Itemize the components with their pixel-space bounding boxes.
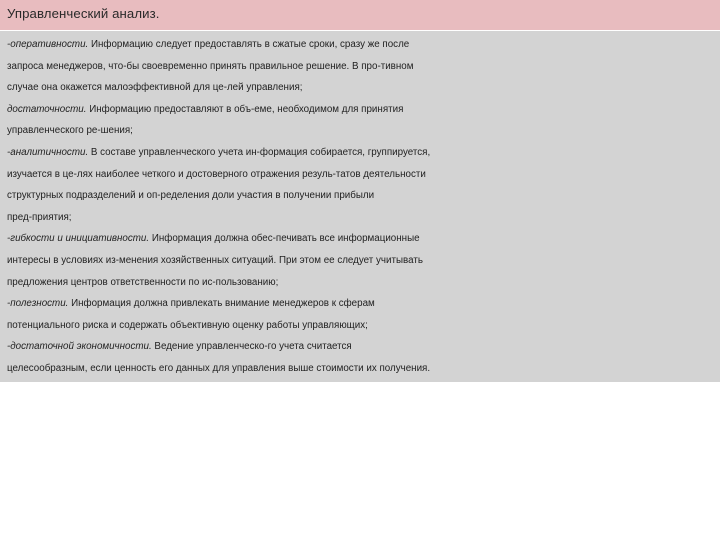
- line-text: интересы в условиях из-менения хозяйственных ситуаций. При этом ее следует учитывать: [7, 254, 423, 266]
- text-line: [7, 56, 714, 78]
- line-text: управленческого ре-шения;: [7, 125, 133, 137]
- slide-title: Управленческий анализ.: [7, 6, 160, 21]
- text-line: [7, 34, 714, 56]
- text-line: [7, 315, 714, 337]
- line-text: Информацию предоставляют в объ-еме, необходимом для принятия: [86, 103, 404, 115]
- term-label: -оперативности.: [7, 39, 89, 50]
- line-text: В составе управленческого учета ин-формация собирается, группируется,: [88, 146, 431, 158]
- line-text: предложения центров ответственности по ис-пользованию;: [7, 276, 279, 288]
- line-text: изучается в це-лях наиболее четкого и достоверного отражения резуль-татов деятельности: [7, 168, 426, 180]
- line-text: структурных подразделений и оп-ределения доли участия в получении прибыли: [7, 190, 375, 202]
- text-line: [7, 358, 714, 380]
- line-text: запроса менеджеров, что-бы своевременно принять правильное решение. В про-тивном: [7, 60, 414, 72]
- line-text: Ведение управленческо-го учета считается: [151, 341, 352, 353]
- text-line: [7, 250, 714, 272]
- text-line: [7, 120, 714, 142]
- line-text: потенциального риска и содержать объективную оценку работы управляющих;: [7, 319, 368, 331]
- term-label: достаточности.: [7, 103, 87, 115]
- line-text: Информация должна обес-печивать все информационные: [149, 233, 420, 245]
- text-line: [7, 142, 714, 164]
- term-label: -полезности.: [7, 298, 69, 310]
- term-label: -достаточной экономичности.: [7, 341, 152, 353]
- line-text: случае она окажется малоэффективной для це-лей управления;: [7, 82, 303, 94]
- line-text: Информацию следует предоставлять в сжатые сроки, сразу же после: [88, 39, 410, 50]
- line-text: пред-приятия;: [7, 211, 72, 223]
- content-block: [0, 31, 720, 382]
- slide-title-bar: [0, 0, 720, 30]
- text-line: [7, 164, 714, 186]
- text-line: [7, 207, 714, 229]
- text-line: [7, 336, 714, 358]
- line-text: целесообразным, если ценность его данных для управления выше стоимости их получения.: [7, 362, 431, 374]
- text-line: [7, 272, 714, 294]
- text-line: [7, 99, 714, 121]
- text-line: [7, 77, 714, 99]
- text-line: [7, 185, 714, 207]
- term-label: -гибкости и инициативности.: [7, 233, 150, 245]
- text-line: [7, 228, 714, 250]
- term-label: -аналитичности.: [7, 146, 89, 158]
- text-line: [7, 293, 714, 315]
- line-text: Информация должна привлекать внимание менеджеров к сферам: [68, 298, 375, 310]
